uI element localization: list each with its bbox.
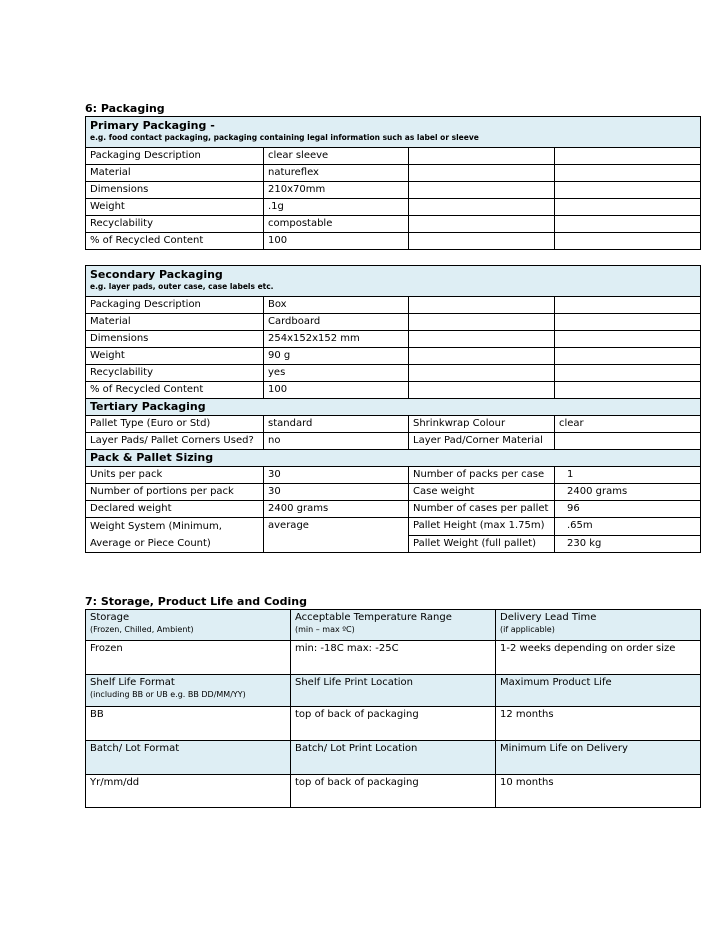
- row-value: 210x70mm: [264, 182, 409, 199]
- row-value: yes: [264, 365, 409, 382]
- row-label: Material: [86, 165, 264, 182]
- row-value: standard: [264, 416, 409, 433]
- table-row: [86, 148, 701, 165]
- packaging-section-title: 6: Packaging: [85, 102, 165, 115]
- row-label: Layer Pads/ Pallet Corners Used?: [86, 433, 264, 450]
- batch-header-row: [86, 741, 701, 775]
- pallet-weight-label: Pallet Weight (full pallet): [409, 535, 555, 553]
- table-row: [86, 216, 701, 233]
- empty-cell: [409, 382, 555, 399]
- row-value: 90 g: [264, 348, 409, 365]
- primary-packaging-title: Primary Packaging -: [90, 119, 215, 132]
- row-label: Pallet Type (Euro or Std): [86, 416, 264, 433]
- row-label: Units per pack: [86, 467, 264, 484]
- row-label-2: Layer Pad/Corner Material: [409, 433, 555, 450]
- storage-section-title: 7: Storage, Product Life and Coding: [85, 595, 307, 608]
- empty-cell: [555, 314, 701, 331]
- weight-system-label: [86, 518, 264, 553]
- empty-cell: [409, 331, 555, 348]
- row-value: Cardboard: [264, 314, 409, 331]
- row-label-2: Case weight: [409, 484, 555, 501]
- shelf-life-format-value: BB: [86, 707, 291, 741]
- row-value: 2400 grams: [264, 501, 409, 518]
- row-value-2: clear: [555, 416, 701, 433]
- table-row: [86, 707, 701, 741]
- row-label-2: Number of cases per pallet: [409, 501, 555, 518]
- empty-cell: [555, 182, 701, 199]
- empty-cell: [555, 382, 701, 399]
- table-row: [86, 314, 701, 331]
- batch-format-header: Batch/ Lot Format: [86, 741, 291, 775]
- row-value: compostable: [264, 216, 409, 233]
- row-label: Dimensions: [86, 182, 264, 199]
- table-row: [86, 382, 701, 399]
- weight-system-value: average: [264, 518, 409, 553]
- row-value: 30: [264, 467, 409, 484]
- secondary-packaging-table: [85, 265, 701, 553]
- table-row: [86, 433, 701, 450]
- secondary-packaging-subtitle: e.g. layer pads, outer case, case labels etc.: [90, 282, 274, 291]
- row-value: 100: [264, 233, 409, 250]
- shelf-life-location-value: top of back of packaging: [291, 707, 496, 741]
- table-row: [86, 416, 701, 433]
- empty-cell: [555, 365, 701, 382]
- row-value: Box: [264, 297, 409, 314]
- pallet-weight-value: 230 kg: [555, 535, 701, 553]
- empty-cell: [555, 331, 701, 348]
- empty-cell: [555, 199, 701, 216]
- pack-pallet-header-row: [86, 450, 701, 467]
- tertiary-packaging-title: Tertiary Packaging: [86, 399, 701, 416]
- row-value: 100: [264, 382, 409, 399]
- batch-location-value: top of back of packaging: [291, 775, 496, 808]
- empty-cell: [409, 348, 555, 365]
- empty-cell: [409, 199, 555, 216]
- empty-cell: [555, 297, 701, 314]
- storage-header-row: [86, 610, 701, 641]
- row-value-2: [555, 433, 701, 450]
- pack-pallet-title: Pack & Pallet Sizing: [86, 450, 701, 467]
- row-value-2: 1: [555, 467, 701, 484]
- primary-header-row: [86, 117, 701, 148]
- empty-cell: [555, 348, 701, 365]
- empty-cell: [409, 233, 555, 250]
- table-row: [86, 518, 701, 536]
- storage-subheader: (Frozen, Chilled, Ambient): [90, 625, 194, 634]
- storage-value: Frozen: [86, 641, 291, 675]
- row-value-2: 2400 grams: [555, 484, 701, 501]
- empty-cell: [409, 216, 555, 233]
- shelf-life-location-header: Shelf Life Print Location: [291, 675, 496, 707]
- row-value: clear sleeve: [264, 148, 409, 165]
- shelf-life-format-header: Shelf Life Format: [90, 677, 175, 688]
- empty-cell: [555, 216, 701, 233]
- lead-time-subheader: (if applicable): [500, 625, 555, 634]
- temperature-header: Acceptable Temperature Range: [295, 612, 452, 623]
- empty-cell: [409, 165, 555, 182]
- table-row: [86, 165, 701, 182]
- empty-cell: [555, 148, 701, 165]
- storage-table: [85, 609, 701, 808]
- lead-time-header: Delivery Lead Time: [500, 612, 597, 623]
- empty-cell: [555, 233, 701, 250]
- row-label: % of Recycled Content: [86, 382, 264, 399]
- pallet-height-value: .65m: [555, 518, 701, 536]
- pallet-height-label: Pallet Height (max 1.75m): [409, 518, 555, 536]
- weight-system-label-line1: Weight System (Minimum,: [90, 521, 222, 532]
- table-row: [86, 348, 701, 365]
- primary-packaging-table: [85, 116, 701, 250]
- max-product-life-value: 12 months: [496, 707, 701, 741]
- storage-header: Storage: [90, 612, 130, 623]
- batch-format-value: Yr/mm/dd: [86, 775, 291, 808]
- primary-packaging-subtitle: e.g. food contact packaging, packaging containing legal information such as label or sleeve: [90, 133, 479, 142]
- tertiary-header-row: [86, 399, 701, 416]
- row-label: Material: [86, 314, 264, 331]
- row-label: Packaging Description: [86, 148, 264, 165]
- row-label: Recyclability: [86, 365, 264, 382]
- empty-cell: [409, 365, 555, 382]
- table-row: [86, 297, 701, 314]
- row-label-2: Number of packs per case: [409, 467, 555, 484]
- shelf-life-format-subheader: (including BB or UB e.g. BB DD/MM/YY): [90, 690, 246, 699]
- lead-time-value: 1-2 weeks depending on order size: [496, 641, 701, 675]
- empty-cell: [555, 165, 701, 182]
- temperature-subheader: (min – max ºC): [295, 625, 355, 634]
- empty-cell: [409, 314, 555, 331]
- secondary-packaging-title: Secondary Packaging: [90, 268, 223, 281]
- table-row: [86, 233, 701, 250]
- table-row: [86, 331, 701, 348]
- row-value-2: 96: [555, 501, 701, 518]
- row-label: Recyclability: [86, 216, 264, 233]
- row-label: Weight: [86, 199, 264, 216]
- row-label-2: Shrinkwrap Colour: [409, 416, 555, 433]
- table-row: [86, 182, 701, 199]
- row-value: 254x152x152 mm: [264, 331, 409, 348]
- table-row: [86, 501, 701, 518]
- empty-cell: [409, 182, 555, 199]
- row-label: Packaging Description: [86, 297, 264, 314]
- table-row: [86, 641, 701, 675]
- secondary-header-row: [86, 266, 701, 297]
- row-label: Dimensions: [86, 331, 264, 348]
- row-value: .1g: [264, 199, 409, 216]
- table-row: [86, 365, 701, 382]
- row-label: % of Recycled Content: [86, 233, 264, 250]
- row-label: Weight: [86, 348, 264, 365]
- shelf-life-header-row: [86, 675, 701, 707]
- row-label: Number of portions per pack: [86, 484, 264, 501]
- weight-system-label-line2: Average or Piece Count): [90, 538, 211, 549]
- table-row: [86, 199, 701, 216]
- row-label: Declared weight: [86, 501, 264, 518]
- min-life-header: Minimum Life on Delivery: [496, 741, 701, 775]
- batch-location-header: Batch/ Lot Print Location: [291, 741, 496, 775]
- row-value: natureflex: [264, 165, 409, 182]
- min-life-value: 10 months: [496, 775, 701, 808]
- empty-cell: [409, 297, 555, 314]
- row-value: no: [264, 433, 409, 450]
- table-row: [86, 484, 701, 501]
- empty-cell: [409, 148, 555, 165]
- table-row: [86, 775, 701, 808]
- max-product-life-header: Maximum Product Life: [496, 675, 701, 707]
- table-row: [86, 467, 701, 484]
- row-value: 30: [264, 484, 409, 501]
- temperature-value: min: -18C max: -25C: [291, 641, 496, 675]
